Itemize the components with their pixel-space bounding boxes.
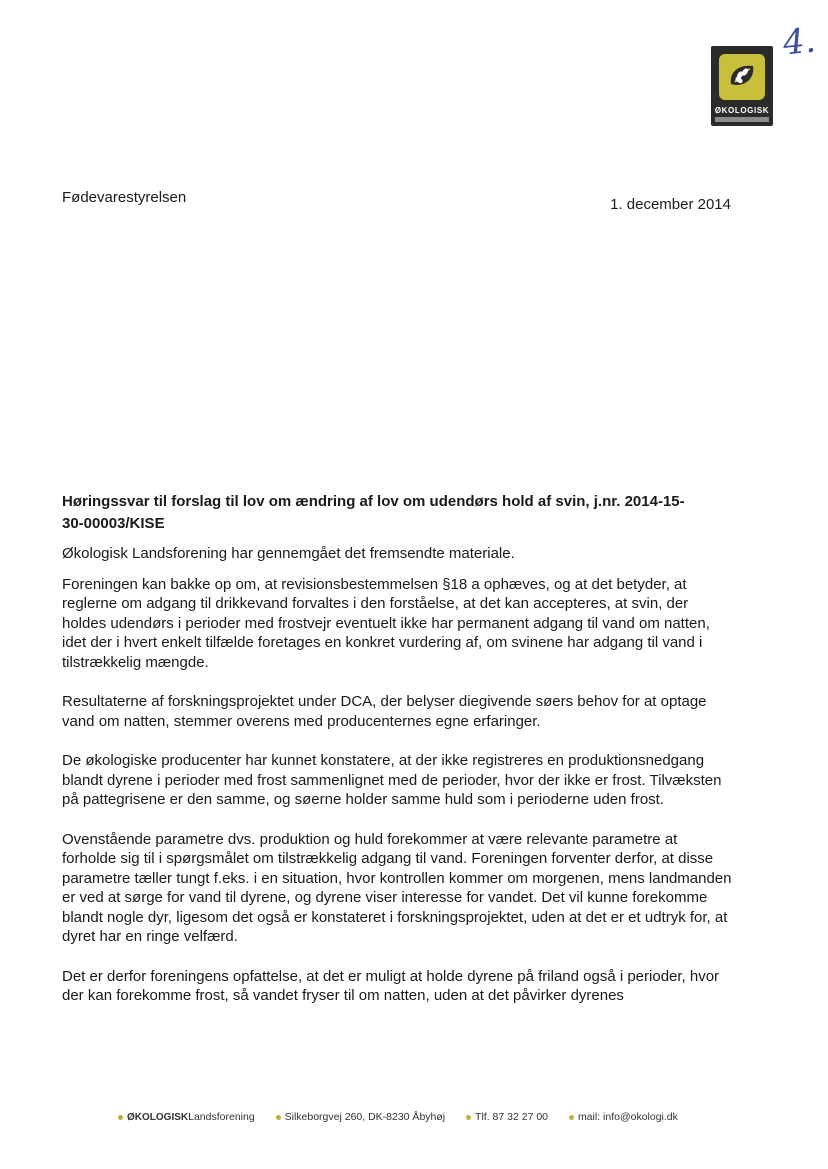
letterhead-footer bbox=[118, 1111, 718, 1123]
bullet-icon bbox=[276, 1115, 281, 1120]
paragraph: De økologiske producenter har kunnet konstatere, at der ikke registreres en produktionsnedgang blandt dyrene i perioder med frost sammenlignet med de perioder, hvor der ikke er frost. Tilvæksten på pattegrisene er den samme, og søerne holder samme huld som i perioderne uden frost. bbox=[62, 752, 722, 808]
wheat-leaf-icon bbox=[719, 54, 765, 100]
letter-date: 1. december 2014 bbox=[610, 196, 731, 213]
footer-phone: Tlf. 87 32 27 00 bbox=[475, 1111, 549, 1124]
footer-email[interactable]: mail: info@okologi.dk bbox=[577, 1111, 678, 1124]
logo-wordmark: ØKOLOGISK bbox=[714, 106, 770, 115]
logo-bar bbox=[715, 117, 769, 122]
bullet-icon bbox=[466, 1115, 471, 1120]
footer-brand-suffix: Landsforening bbox=[188, 1111, 255, 1124]
letter-body bbox=[62, 544, 732, 1026]
okologisk-logo bbox=[711, 46, 773, 126]
bullet-icon bbox=[569, 1115, 574, 1120]
paragraph: Det er derfor foreningens opfattelse, at det er muligt at holde dyrene på friland også i perioder, hvor der kan forekomme frost, så vandet fryser til om natten, uden at det påvirker dyrenes bbox=[62, 967, 720, 1004]
letter-subject: Høringssvar til forslag til lov om ændring af lov om udendørs hold af svin, j.nr. 2014-15-30-00003/KISE bbox=[62, 493, 685, 532]
paragraph: Økologisk Landsforening har gennemgået det fremsendte materiale. bbox=[62, 545, 515, 562]
handwritten-page-number: 4. bbox=[780, 20, 818, 64]
paragraph: Foreningen kan bakke op om, at revisionsbestemmelsen §18 a ophæves, og at det betyder, at reglerne om adgang til drikkevand forvaltes i den forståelse, at det kan accepteres, at svin, der holdes udendørs i perioder med frostvejr eventuelt ikke har permanent adgang til vand om natten, idet der i hvert enkelt tilfælde foretages en konkret vurdering af, om svinene har adgang til vand i tilstrækkelig mængde. bbox=[62, 575, 710, 671]
footer-brand: ØKOLOGISK bbox=[127, 1111, 189, 1123]
footer-address: Silkeborgvej 260, DK-8230 Åbyhøj bbox=[284, 1111, 446, 1124]
recipient: Fødevarestyrelsen bbox=[62, 189, 187, 206]
paragraph: Ovenstående parametre dvs. produktion og huld forekommer at være relevante parametre at forholde sig til i spørgsmålet om tilstrækkelig adgang til vand. Foreningen forventer derfor, at disse parametre tæller tungt f.eks. i en situation, hvor kontrollen kommer om morgenen, mens landmanden er ved at sørge for vand til dyrene, og dyrene viser interesse for vandet. Det vil kunne forekomme blandt nogle dyr, ligesom det også er konstateret i forskningsprojektet, uden at det er et udtryk for, at dyret har en ringe velfærd. bbox=[62, 830, 732, 945]
bullet-icon bbox=[118, 1115, 123, 1120]
paragraph: Resultaterne af forskningsprojektet under DCA, der belyser diegivende søers behov for at optage vand om natten, stemmer overens med producenternes egne erfaringer. bbox=[62, 693, 707, 730]
